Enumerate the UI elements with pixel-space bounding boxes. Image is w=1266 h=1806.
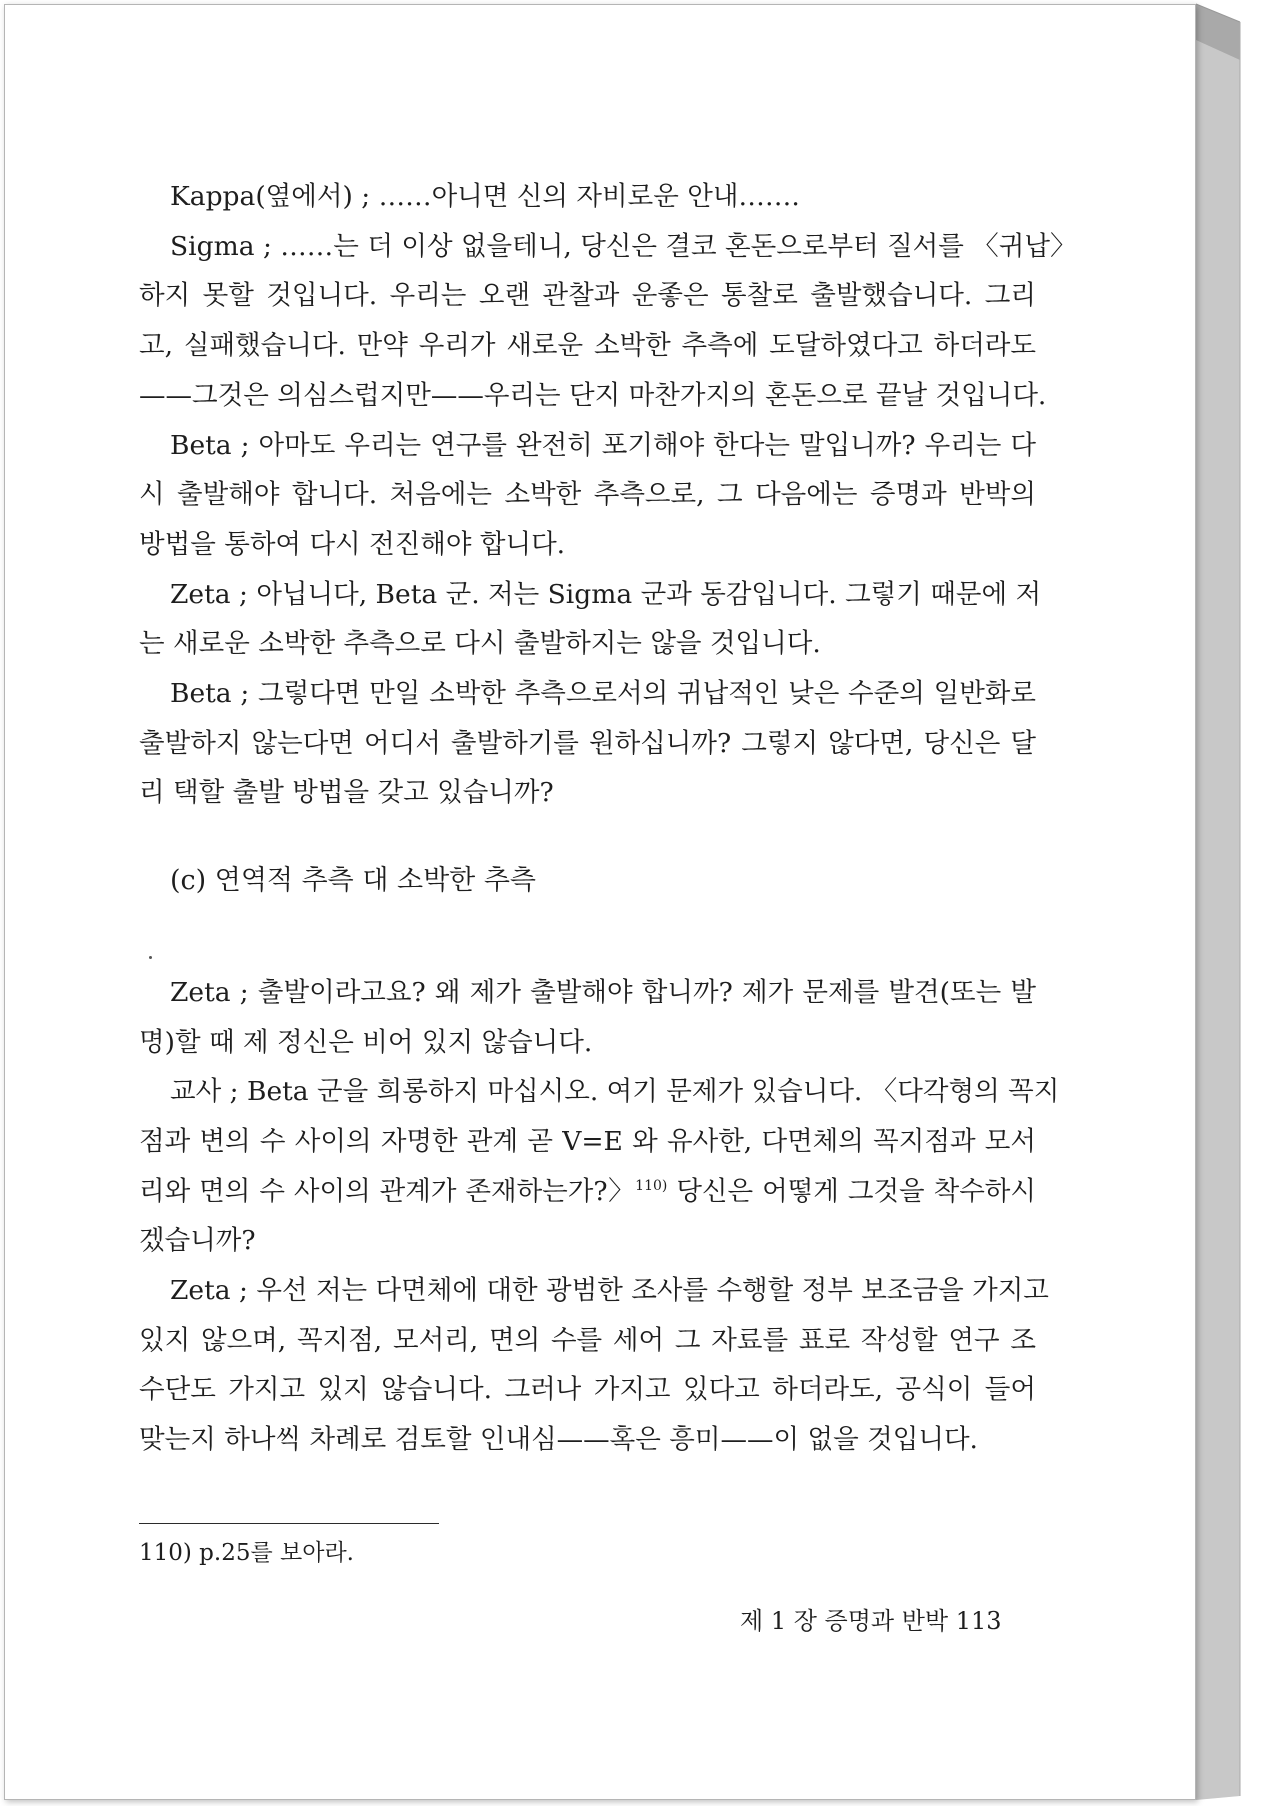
- footnote-ref: 110): [635, 1177, 668, 1194]
- paragraph-teacher-cont: [139, 1117, 1036, 1266]
- spacer: [139, 906, 1036, 968]
- text-line: 고, 실패했습니다. 만약 우리가 새로운 소박한 추측에 도달하였다고 하더라도: [139, 330, 1036, 362]
- paragraph-teacher: [139, 1067, 1060, 1117]
- text-line: 수단도 가지고 있지 않습니다. 그러나 가지고 있다고 하더라도, 공식이 들어: [139, 1374, 1036, 1406]
- text-line: Zeta ; 출발이라고요? 왜 제가 출발해야 합니까? 제가 문제를 발견(또는 발: [170, 976, 1036, 1008]
- text-line: 리 택할 출발 방법을 갖고 있습니까?: [139, 777, 554, 809]
- text-line: 시 출발해야 합니다. 처음에는 소박한 추측으로, 그 다음에는 증명과 반박의: [139, 479, 1036, 511]
- paragraph-sigma-cont: [139, 271, 1047, 420]
- text-line: 점과 변의 수 사이의 자명한 관계 곧 V=E 와 유사한, 다면체의 꼭지점과 모서: [139, 1125, 1036, 1157]
- text-line: Beta ; 아마도 우리는 연구를 완전히 포기해야 한다는 말입니까? 우리는 다: [170, 429, 1036, 461]
- paragraph-zeta-2: [139, 968, 1036, 1018]
- paragraph-zeta-3-cont: [139, 1316, 1036, 1465]
- section-heading: [139, 856, 1036, 906]
- footnote: 110) p.25를 보아라.: [139, 1540, 354, 1566]
- paragraph-zeta-1: [139, 570, 1042, 620]
- text-line: 하지 못할 것입니다. 우리는 오랜 관찰과 운좋은 통찰로 출발했습니다. 그리: [139, 280, 1036, 312]
- paragraph-beta-1: [139, 421, 1036, 471]
- text-line: 교사 ; Beta 군을 희롱하지 마십시오. 여기 문제가 있습니다. 〈다각형의 꼭지: [170, 1076, 1060, 1108]
- paragraph-beta-2-cont: [139, 719, 1036, 818]
- text-fragment: 리와 면의 수 사이의 관계가 존재하는가?〉: [139, 1175, 636, 1207]
- spacer: [139, 818, 1036, 856]
- footnote-rule: [139, 1523, 439, 1524]
- paragraph-zeta-2-cont: [139, 1018, 1036, 1068]
- text-line: ——그것은 의심스럽지만——우리는 단지 마찬가지의 혼돈으로 끝날 것입니다.: [139, 379, 1047, 411]
- text-line: 명)할 때 제 정신은 비어 있지 않습니다.: [139, 1026, 593, 1058]
- paragraph-zeta-3: [139, 1266, 1049, 1316]
- page-body: [139, 172, 1077, 1465]
- text-line: Kappa(옆에서) ; ……아니면 신의 자비로운 안내…….: [170, 181, 800, 212]
- stray-dot: [149, 956, 152, 959]
- text-line: Beta ; 그렇다면 만일 소박한 추측으로서의 귀납적인 낮은 수준의 일반화로: [170, 678, 1036, 710]
- text-line: 있지 않으며, 꼭지점, 모서리, 면의 수를 세어 그 자료를 표로 작성할 연구 조: [139, 1324, 1036, 1356]
- text-line: Sigma ; ……는 더 이상 없을테니, 당신은 결코 혼돈으로부터 질서를 〈귀납〉: [170, 230, 1077, 262]
- text-line: 겠습니까?: [139, 1225, 256, 1257]
- text-line: 맞는지 하나씩 차례로 검토할 인내심——혹은 흥미——이 없을 것입니다.: [139, 1424, 978, 1456]
- paragraph-kappa: [139, 172, 1036, 222]
- text-line: Zeta ; 아닙니다, Beta 군. 저는 Sigma 군과 동감입니다. 그렇기 때문에 저: [170, 578, 1042, 610]
- text-line: 방법을 통하여 다시 전진해야 합니다.: [139, 528, 566, 560]
- text-line: 출발하지 않는다면 어디서 출발하기를 원하십니까? 그렇지 않다면, 당신은 달: [139, 727, 1036, 759]
- section-heading-text: (c) 연역적 추측 대 소박한 추측: [170, 865, 537, 897]
- paragraph-sigma: [139, 222, 1077, 272]
- text-line: 는 새로운 소박한 추측으로 다시 출발하지는 않을 것입니다.: [139, 628, 821, 660]
- paragraph-beta-1-cont: [139, 470, 1036, 569]
- running-head: 제 1 장 증명과 반박 113: [740, 1607, 1002, 1635]
- text-fragment: 당신은 어떻게 그것을 착수하시: [676, 1175, 1036, 1207]
- text-line: Zeta ; 우선 저는 다면체에 대한 광범한 조사를 수행할 정부 보조금을 가지고: [170, 1275, 1049, 1307]
- text-line-with-footnote: [139, 1167, 1036, 1217]
- paragraph-zeta-1-cont: [139, 619, 1036, 669]
- paragraph-beta-2: [139, 669, 1036, 719]
